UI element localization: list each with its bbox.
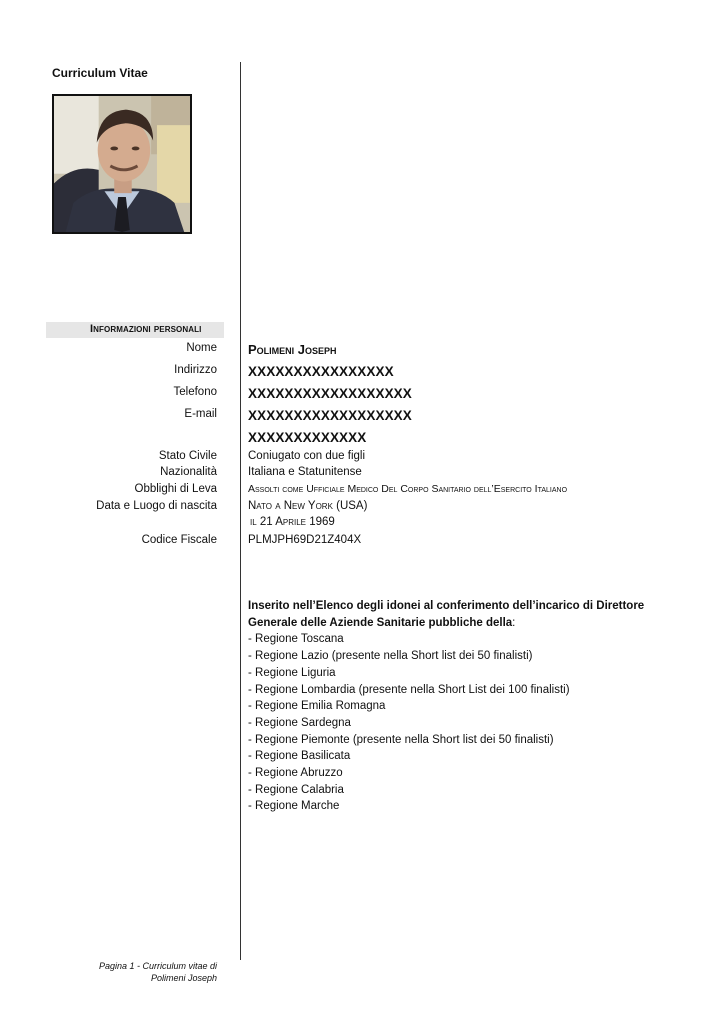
- value-stato-civile: Coniugato con due figli: [248, 450, 365, 462]
- list-item: - Regione Calabria: [248, 783, 344, 796]
- label-data-luogo-nascita: Data e Luogo di nascita: [96, 500, 217, 512]
- list-item: - Regione Basilicata: [248, 750, 351, 763]
- value-data-nascita: il 21 Aprile 1969: [250, 516, 335, 528]
- value-email-2: XXXXXXXXXXXXX: [248, 430, 367, 445]
- value-email: XXXXXXXXXXXXXXXXXX: [248, 408, 412, 423]
- list-item: - Regione Toscana: [248, 633, 344, 646]
- eligibility-intro-text: Inserito nell’Elenco degli idonei al conferimento dell’incarico di Direttore Generale delle Aziende Sanitarie pubbliche della: [248, 600, 645, 629]
- list-item: - Regione Lombardia (presente nella Short List dei 100 finalisti): [248, 683, 570, 696]
- value-nazionalita: Italiana e Statunitense: [248, 466, 362, 478]
- eligibility-intro-suffix: :: [512, 616, 516, 629]
- value-nome: Polimeni Joseph: [248, 342, 337, 357]
- list-item: - Regione Marche: [248, 800, 340, 813]
- list-item: - Regione Piemonte (presente nella Short list dei 50 finalisti): [248, 733, 554, 746]
- label-codice-fiscale: Codice Fiscale: [141, 534, 217, 546]
- label-indirizzo: Indirizzo: [174, 364, 217, 376]
- footer-line-1: Pagina 1 - Curriculum vitae di: [98, 961, 217, 971]
- profile-photo: [52, 94, 192, 234]
- list-item: - Regione Abruzzo: [248, 767, 343, 780]
- label-email: E-mail: [184, 408, 217, 420]
- column-divider: [240, 62, 241, 960]
- label-telefono: Telefono: [173, 386, 217, 398]
- section-title: Informazioni personali: [90, 323, 202, 335]
- value-obblighi-leva: Assolti come Ufficiale Medico Del Corpo Sanitario dell’Esercito Italiano: [248, 483, 568, 495]
- eligibility-block: [248, 598, 688, 815]
- list-item: - Regione Sardegna: [248, 716, 351, 729]
- label-nazionalita: Nazionalità: [160, 466, 217, 478]
- list-item: - Regione Emilia Romagna: [248, 700, 386, 713]
- value-indirizzo: XXXXXXXXXXXXXXXX: [248, 364, 394, 379]
- value-luogo-nascita: Nato a New York (USA): [248, 500, 368, 512]
- footer-line-2: Polimeni Joseph: [150, 973, 217, 983]
- eligibility-intro: [248, 598, 688, 631]
- page-footer: [99, 960, 217, 984]
- list-item: - Regione Lazio (presente nella Short list dei 50 finalisti): [248, 650, 533, 663]
- value-telefono: XXXXXXXXXXXXXXXXXX: [248, 386, 412, 401]
- label-nome: Nome: [186, 342, 217, 354]
- value-codice-fiscale: PLMJPH69D21Z404X: [248, 534, 362, 546]
- label-stato-civile: Stato Civile: [158, 450, 217, 462]
- list-item: - Regione Liguria: [248, 666, 336, 679]
- label-obblighi-leva: Obblighi di Leva: [134, 483, 217, 495]
- regions-list: [248, 631, 688, 815]
- cv-title: Curriculum Vitae: [52, 66, 148, 80]
